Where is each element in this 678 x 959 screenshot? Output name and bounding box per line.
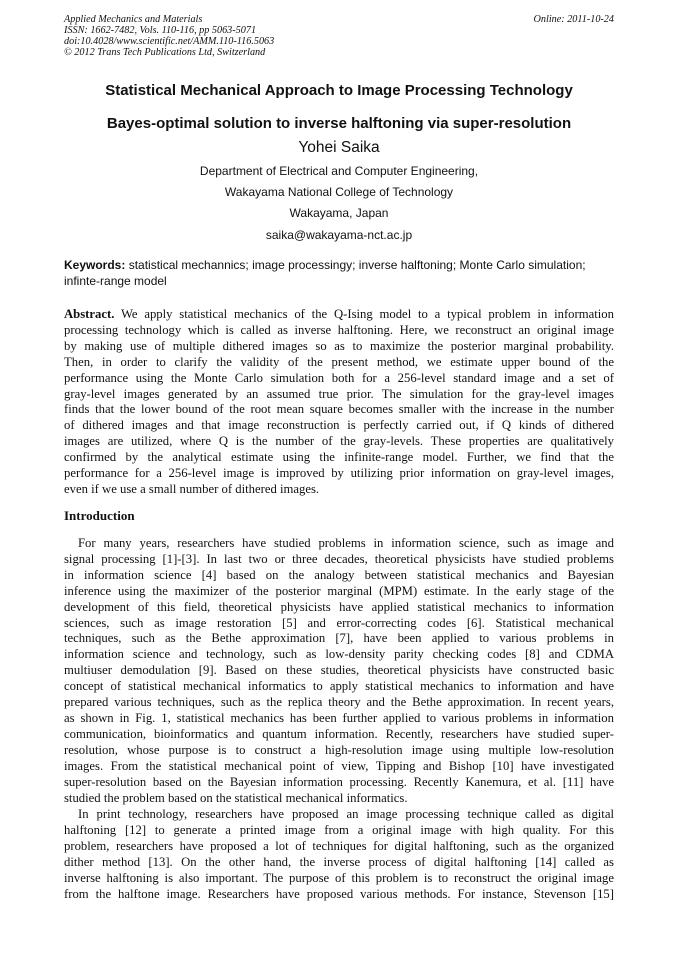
- abstract-line: even if we use a small number of dithered images.: [64, 481, 320, 496]
- abstract-line: gray-level images generated by an assumed true prior. The simulation for the gray-level images: [64, 386, 614, 401]
- paragraph-line: communication, bioinformatics and quantum information. Recently, researchers have studied super-: [64, 726, 614, 741]
- abstract: [64, 307, 614, 498]
- paragraph-line: concept of statistical mechanical informatics to apply statistical mechanics to information and have: [64, 679, 614, 694]
- abstract-line: confirmed by the analytical estimate using the infinite-range model. Further, we find that the: [64, 450, 614, 465]
- abstract-line: performance using the Monte Carlo simulation both for a 256-level standard image and a set of: [64, 370, 614, 385]
- paper-subtitle: Bayes-optimal solution to inverse halftoning via super-resolution: [106, 115, 572, 132]
- paragraph-line: inverse halftoning is also important. The purpose of this problem is to reconstruct the original image: [64, 870, 614, 885]
- affiliation-college: Wakayama National College of Technology: [224, 185, 454, 199]
- journal-name: Applied Mechanics and Materials: [64, 14, 203, 25]
- paragraph-line: signal processing [1]-[3]. In last two or three decades, theoretical physicists have studied problems: [64, 551, 614, 566]
- online-date: Online: 2011-10-24: [533, 14, 614, 25]
- paragraph-line: sciences, such as image restoration [5] and error-correcting codes [6]. Statistical mechanical: [64, 615, 614, 630]
- abstract-line: by making use of multiple dithered images so as to maximize the posterior marginal probability.: [64, 338, 614, 353]
- paragraph-line: images. From the statistical mechanical point of view, Tipping and Bishop [10] have investigated: [64, 758, 614, 773]
- abstract-line: performance for a 256-level image is improved by utilizing prior information on gray-level images,: [64, 466, 614, 481]
- paper-title: Statistical Mechanical Approach to Image Processing Technology: [105, 82, 573, 99]
- keywords-label: Keywords:: [64, 258, 126, 272]
- paragraph-line: multiuser demodulation [9]. Based on these studies, theoretical physicists have constructed basic: [64, 663, 614, 678]
- author: Yohei Saika: [298, 139, 380, 156]
- paragraph-line: prepared various techniques, such as the replica theory and the Bethe approximation. In recent years,: [64, 695, 614, 710]
- introduction-paragraph-2: [64, 807, 614, 902]
- paragraph-line: development of this field, theoretical physicists have applied statistical mechanics to information: [64, 599, 614, 614]
- abstract-line: of dithered images and that image reconstruction is perfectly carried out, if Q kinds of dithered: [64, 418, 614, 433]
- paragraph-line: super-resolution based on the Bayesian information processing. Recently Kanemura, et al. [11] have: [64, 774, 614, 789]
- keywords-text: statistical mechannics; image processingy; inverse halftoning; Monte Carlo simulation;: [125, 258, 586, 272]
- section-heading-introduction: Introduction: [64, 508, 135, 523]
- paragraph-line: problem, researchers have proposed a lot of techniques for digital halftoning, such as the organized: [64, 838, 614, 853]
- keywords-text-2: infinte-range model: [64, 274, 167, 288]
- abstract-line: images are utilized, where Q is the number of the gray-levels. These properties are qualitatively: [64, 434, 614, 449]
- paragraph-line: dither method [13]. On the other hand, the inverse process of digital halftoning [14] called as: [64, 854, 614, 869]
- paragraph-line: studied the problem based on the statistical mechanical informatics.: [64, 790, 408, 805]
- affiliation-dept: Department of Electrical and Computer Engineering,: [199, 164, 479, 178]
- affiliation-location: Wakayama, Japan: [289, 206, 389, 220]
- keywords: [64, 257, 614, 289]
- paragraph-line: For many years, researchers have studied problems in information science, such as image and: [78, 536, 614, 550]
- abstract-line: processing technology which is called as inverse halftoning. Here, we reconstruct an original image: [64, 322, 614, 337]
- abstract-line: finds that the lower bound of the root mean square becomes smaller with the increase in the number: [64, 402, 614, 417]
- introduction-paragraph-1: [64, 536, 614, 806]
- paragraph-line: halftoning [12] to generate a printed image from a original image with high quality. For this: [64, 822, 614, 837]
- journal-header: [64, 14, 274, 58]
- paragraph-line: resolution, whose purpose is to construct a high-resolution image using multiple low-resolution: [64, 742, 614, 757]
- author-email[interactable]: saika@wakayama-nct.ac.jp: [265, 228, 413, 242]
- abstract-label: Abstract.: [64, 307, 115, 321]
- paragraph-line: techniques, such as the Bethe approximation [7], have been applied to various problems in: [64, 631, 614, 646]
- issn: ISSN: 1662-7482, Vols. 110-116, pp 5063-5071: [64, 25, 257, 36]
- paragraph-line: from the halftone image. Researchers have proposed various methods. For instance, Stevenson [15]: [64, 886, 614, 901]
- paragraph-line: information science and technology, such as low-density parity checking codes [8] and CDMA: [64, 647, 614, 662]
- abstract-line: Abstract. We apply statistical mechanics of the Q-Ising model to a typical problem in information: [64, 307, 614, 321]
- paragraph-line: as shown in Fig. 1, statistical mechanics has been further applied to various problems in information: [64, 710, 614, 725]
- doi: doi:10.4028/www.scientific.net/AMM.110-116.5063: [64, 36, 275, 47]
- paragraph-line: In print technology, researchers have proposed an image processing technique called as digital: [78, 807, 614, 821]
- paragraph-line: inference using the maximizer of the posterior marginal (MPM) estimate. In the early stage of the: [64, 583, 614, 598]
- abstract-line: Then, in order to clarify the validity of the present method, we estimate upper bound of the: [64, 354, 614, 369]
- paragraph-line: in information science [4] based on the analogy between statistical mechanics and Bayesian: [64, 567, 614, 582]
- copyright: © 2012 Trans Tech Publications Ltd, Switzerland: [64, 47, 266, 58]
